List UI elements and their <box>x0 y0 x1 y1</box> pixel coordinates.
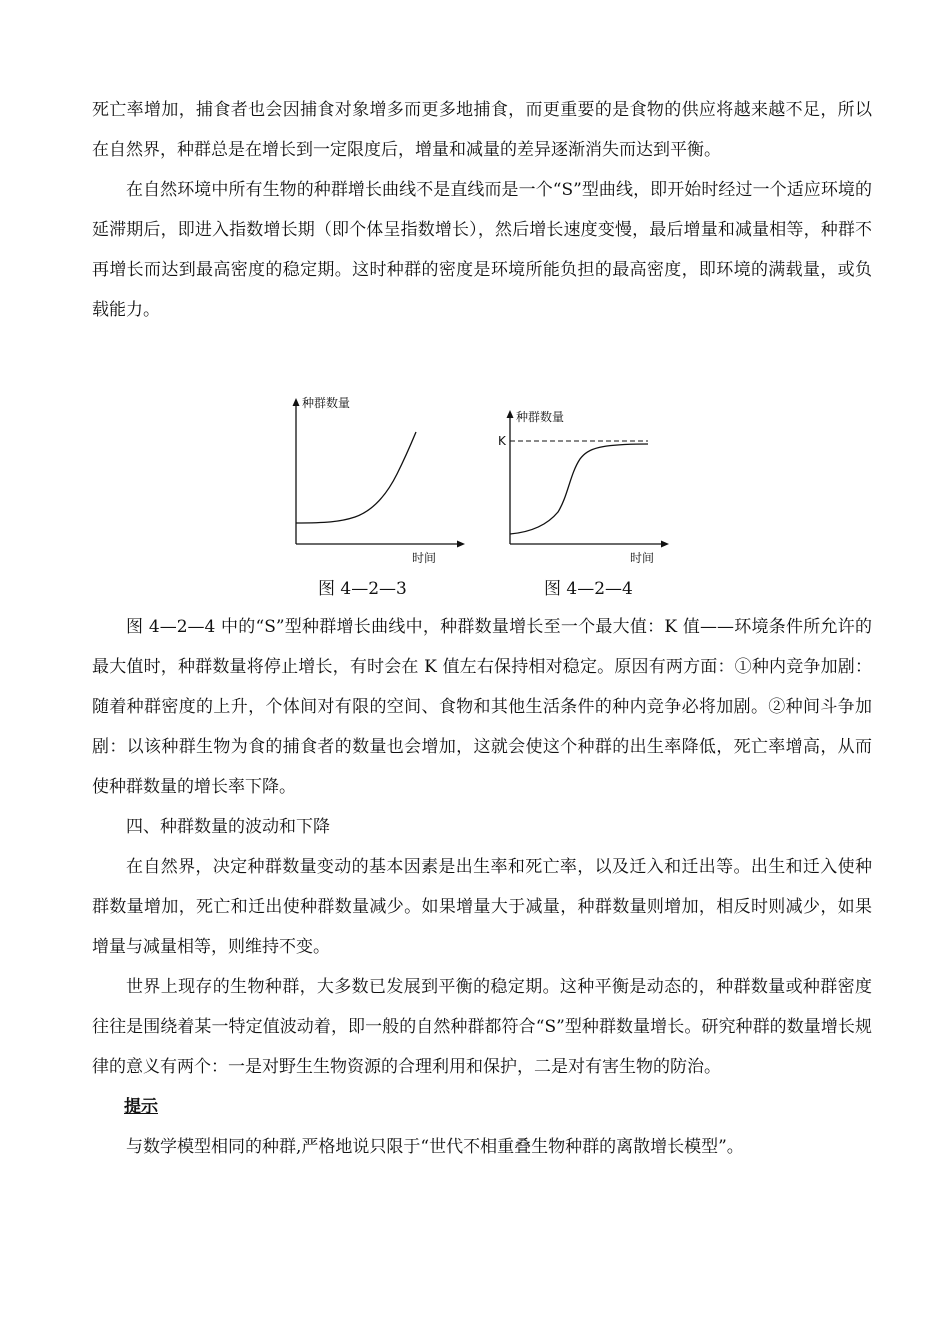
y-axis-arrow <box>293 398 300 406</box>
x-axis-label: 时间 <box>412 551 437 565</box>
text-block-top <box>92 90 872 330</box>
figure-caption-2: 图 4—2—4 <box>544 579 633 599</box>
paragraph-4: 在自然界，决定种群数量变动的基本因素是出生率和死亡率，以及迁入和迁出等。出生和迁入使种群数量增加，死亡和迁出使种群数量减少。如果增量大于减量，种群数量则增加，相反时则减少，如果增量与减量相等，则维持不变。 <box>92 857 872 957</box>
hint-title: 提示 <box>124 1097 158 1117</box>
text-block-bottom <box>92 607 872 1167</box>
x-axis-label: 时间 <box>630 551 655 565</box>
paragraph-5: 世界上现存的生物种群，大多数已发展到平衡的稳定期。这种平衡是动态的，种群数量或种群密度往往是围绕着某一特定值波动着，即一般的自然种群都符合“S”型种群数量增长。研究种群的数量增长规律的意义有两个：一是对野生生物资源的合理利用和保护，二是对有害生物的防治。 <box>92 977 872 1077</box>
figure-caption-1: 图 4—2—3 <box>318 579 407 599</box>
y-axis-arrow <box>507 410 514 418</box>
x-axis-arrow <box>661 541 669 548</box>
paragraph-2: 在自然环境中所有生物的种群增长曲线不是直线而是一个“S”型曲线，即开始时经过一个适应环境的延滞期后，即进入指数增长期（即个体呈指数增长），然后增长速度变慢，最后增量和减量相等，种群不再增长而达到最高密度的稳定期。这时种群的密度是环境所能负担的最高密度，即环境的满载量，或负载能力。 <box>92 180 872 320</box>
j-curve-line <box>296 432 416 523</box>
y-axis-label: 种群数量 <box>302 396 351 410</box>
figure-s-curve <box>498 404 673 570</box>
x-axis-arrow <box>457 541 465 548</box>
paragraph-3: 图 4—2—4 中的“S”型种群增长曲线中，种群数量增长至一个最大值：K 值——环境条件所允许的最大值时，种群数量将停止增长，有时会在 K 值左右保持相对稳定。原因有两方面：①种内竞争加剧：随着种群密度的上升，个体间对有限的空间、食物和其他生活条件的种内竞争必将加剧。②种间斗争加剧：以该种群生物为食的捕食者的数量也会增加，这就会使这个种群的出生率降低，死亡率增高，从而使种群数量的增长率下降。 <box>92 617 872 797</box>
paragraph-6: 与数学模型相同的种群,严格地说只限于“世代不相重叠生物种群的离散增长模型”。 <box>126 1137 744 1157</box>
figure-j-curve <box>280 392 470 570</box>
section-heading-4: 四、种群数量的波动和下降 <box>126 817 330 837</box>
y-axis-label: 种群数量 <box>516 410 565 424</box>
paragraph-1: 死亡率增加，捕食者也会因捕食对象增多而更多地捕食，而更重要的是食物的供应将越来越不足，所以在自然界，种群总是在增长到一定限度后，增量和减量的差异逐渐消失而达到平衡。 <box>92 100 872 160</box>
s-curve-line <box>510 444 648 534</box>
k-value-label: K <box>498 434 506 448</box>
